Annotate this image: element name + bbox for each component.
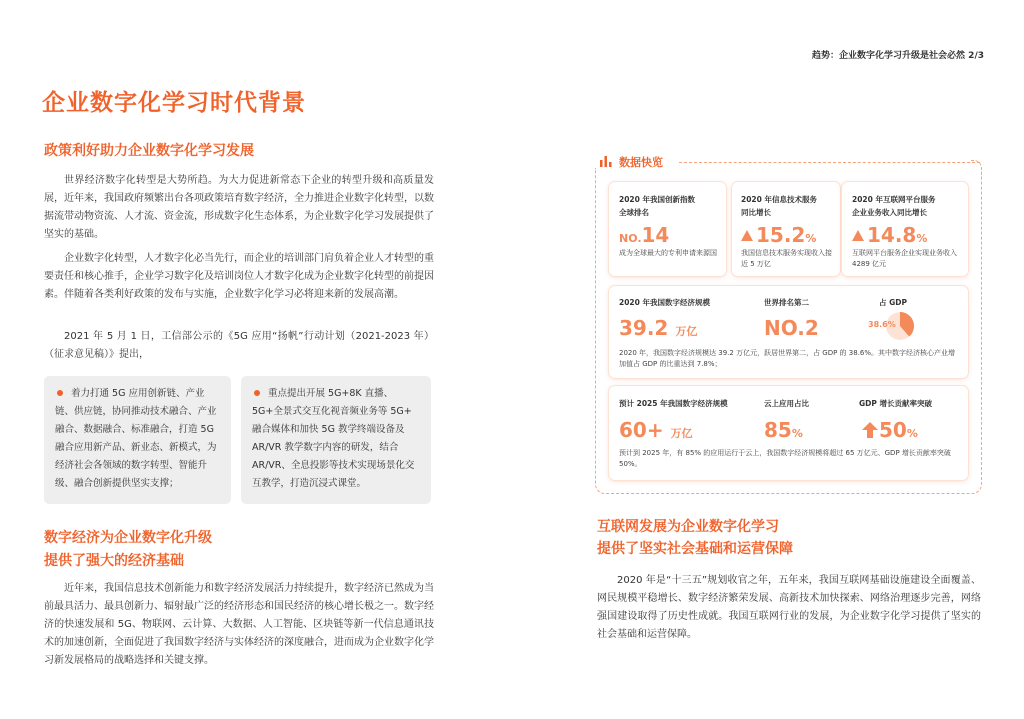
bullet-dot: [57, 390, 63, 396]
stat-value: [619, 223, 669, 251]
stat-number: 60+: [619, 418, 664, 442]
stat-unit: %: [791, 427, 803, 440]
stat-card-title: 2020 年信息技术服务: [741, 195, 817, 204]
stat-number: 14.8: [867, 223, 917, 247]
section-title-internet-2: 提供了坚实社会基础和运营保障: [597, 541, 793, 557]
stat-description: 预计到 2025 年，有 85% 的应用运行于云上，我国数字经济规模将超过 65 万亿元、GDP 增长贡献率突破 50%。: [619, 449, 951, 468]
up-arrow-icon: [852, 230, 864, 241]
stat-value: [764, 418, 803, 446]
stat-card-title: 2020 年互联网平台服务: [852, 195, 936, 204]
stat-number: 39.2: [619, 316, 669, 340]
stat-card-internet-platform: [842, 182, 968, 276]
stat-value: [861, 418, 918, 446]
stat-card-subtitle: 同比增长: [741, 208, 771, 217]
policy-box-2: [241, 376, 431, 504]
page-header-label: 趋势：企业数字化学习升级是社会必然 2/3: [812, 51, 984, 61]
stat-description: 2020 年，我国数字经济规模达 39.2 万亿元，跃居世界第二，占 GDP 的 38.6%。其中数字经济核心产业增加值占 GDP 的比重达到 7.8%；: [619, 349, 956, 368]
stat-value: [619, 316, 697, 344]
panel-divider: [679, 162, 980, 163]
stat-label-cloud: 云上应用占比: [764, 399, 809, 408]
data-panel-title: 数据快览: [619, 156, 663, 169]
stat-prefix: NO.: [619, 232, 642, 245]
bullet-dot: [254, 390, 260, 396]
policy-box-2-text: 重点提出开展 5G+8K 直播、5G+全景式交互化视音频业务等 5G+ 融合媒体和加快 5G 教学终端设备及 AR/VR 教学数字内容的研发，结合 AR/VR、全息投影等技术实现场景化交互教学，打造沉浸式课堂。: [252, 388, 415, 489]
stat-unit: %: [805, 232, 817, 245]
stat-label-economy-scale: 2020 年我国数字经济规模: [619, 298, 710, 307]
paragraph-economy: 近年来，我国信息技术创新能力和数字经济发展活力持续提升，数字经济已然成为当前最具活力、最具创新力、辐射最广泛的经济形态和国民经济的核心增长极之一。数字经济的快速发展和 5G、物联网、云计算、大数据、人工智能、区块链等新一代信息通讯技术的加速创新，全面促进了我国数字经济与实体经济的深度融合，进而成为企业数字化学习新发展格局的战略选择和关键支撑。: [44, 583, 434, 666]
policy-box-1: [44, 376, 231, 504]
stat-description: 互联网平台服务企业实现业务收入 4289 亿元: [852, 249, 957, 268]
paragraph-policy-1: 世界经济数字化转型是大势所趋。为大力促进新常态下企业的转型升级和高质量发展，近年来，我国政府频繁出台各项政策培育数字经济，全力推进企业数字化转型，以数据流带动物资流、人才流、资金流，形成数字化生态体系，为企业数字化学习发展提供了坚实的基础。: [44, 175, 434, 240]
page-title: 企业数字化学习时代背景: [42, 90, 306, 116]
stat-unit: 万亿: [670, 427, 693, 440]
paragraph-policy-3: 2021 年 5 月 1 日，工信部公示的《5G 应用“扬帆”行动计划（2021-2023 年）（征求意见稿）》提出，: [44, 331, 434, 360]
growth-arrow-icon: [861, 421, 879, 439]
stat-unit: %: [916, 232, 928, 245]
section-title-economy-1: 数字经济为企业数字化升级: [44, 530, 212, 546]
stat-description: 成为全球最大的专利申请来源国: [619, 249, 717, 257]
stat-card-innovation: [609, 182, 726, 276]
section-title-policy: 政策利好助力企业数字化学习发展: [44, 143, 254, 159]
up-arrow-icon: [741, 230, 753, 241]
policy-box-1-text: 着力打通 5G 应用创新链、产业链、供应链，协同推动技术融合、产业融合、数据融合、标准融合，打造 5G 融合应用新产品、新业态、新模式，为经济社会各领域的数字转型、智能升级、融合创新提供坚实支撑；: [55, 388, 217, 489]
stat-unit: 万亿: [675, 325, 698, 338]
pie-percent-label: 38.6%: [868, 320, 896, 329]
stat-label-world-rank: 世界排名第二: [764, 298, 809, 307]
stat-number: 85: [764, 418, 792, 442]
bar-chart-icon: [599, 154, 613, 168]
stat-card-forecast: [609, 386, 968, 480]
stat-rank-value: NO.2: [764, 316, 819, 340]
stat-value: [741, 223, 816, 251]
paragraph-policy-2: 企业数字化转型，人才数字化必当先行，而企业的培训部门肩负着企业人才转型的重要责任和核心推手，企业学习数字化及培训岗位人才数字化成为企业数字化转型的前提因素。伴随着各类利好政策的发布与实施，企业数字化学习必将迎来新的发展高潮。: [44, 253, 434, 300]
stat-number: 14: [641, 223, 670, 247]
stat-card-subtitle: 全球排名: [619, 208, 649, 217]
stat-card-digital-economy: [609, 286, 968, 378]
stat-value: [619, 418, 693, 446]
stat-description: 我国信息技术服务实现收入接近 5 万亿: [741, 249, 832, 268]
stat-label-gdp-growth: GDP 增长贡献率突破: [859, 399, 932, 408]
stat-number: 50: [879, 418, 907, 442]
stat-card-title: 2020 年我国创新指数: [619, 195, 695, 204]
stat-value: [852, 223, 927, 251]
stat-card-it-services: [732, 182, 840, 276]
stat-card-subtitle: 企业业务收入同比增长: [852, 208, 927, 217]
stat-unit: %: [906, 427, 918, 440]
stat-label-forecast: 预计 2025 年我国数字经济规模: [619, 399, 728, 408]
paragraph-internet: 2020 年是“十三五”规划收官之年，五年来，我国互联网基础设施建设全面覆盖、网民规模平稳增长、数字经济繁荣发展、高新技术加快探索、网络治理逐步完善，网络强国建设取得了历史性成就。我国互联网行业的发展，为企业数字化学习提供了坚实的社会基础和运营保障。: [597, 575, 981, 640]
stat-label-gdp-share: 占 GDP: [879, 298, 907, 307]
stat-number: 15.2: [756, 223, 806, 247]
section-title-internet-1: 互联网发展为企业数字化学习: [597, 519, 779, 535]
section-title-economy-2: 提供了强大的经济基础: [44, 553, 184, 569]
